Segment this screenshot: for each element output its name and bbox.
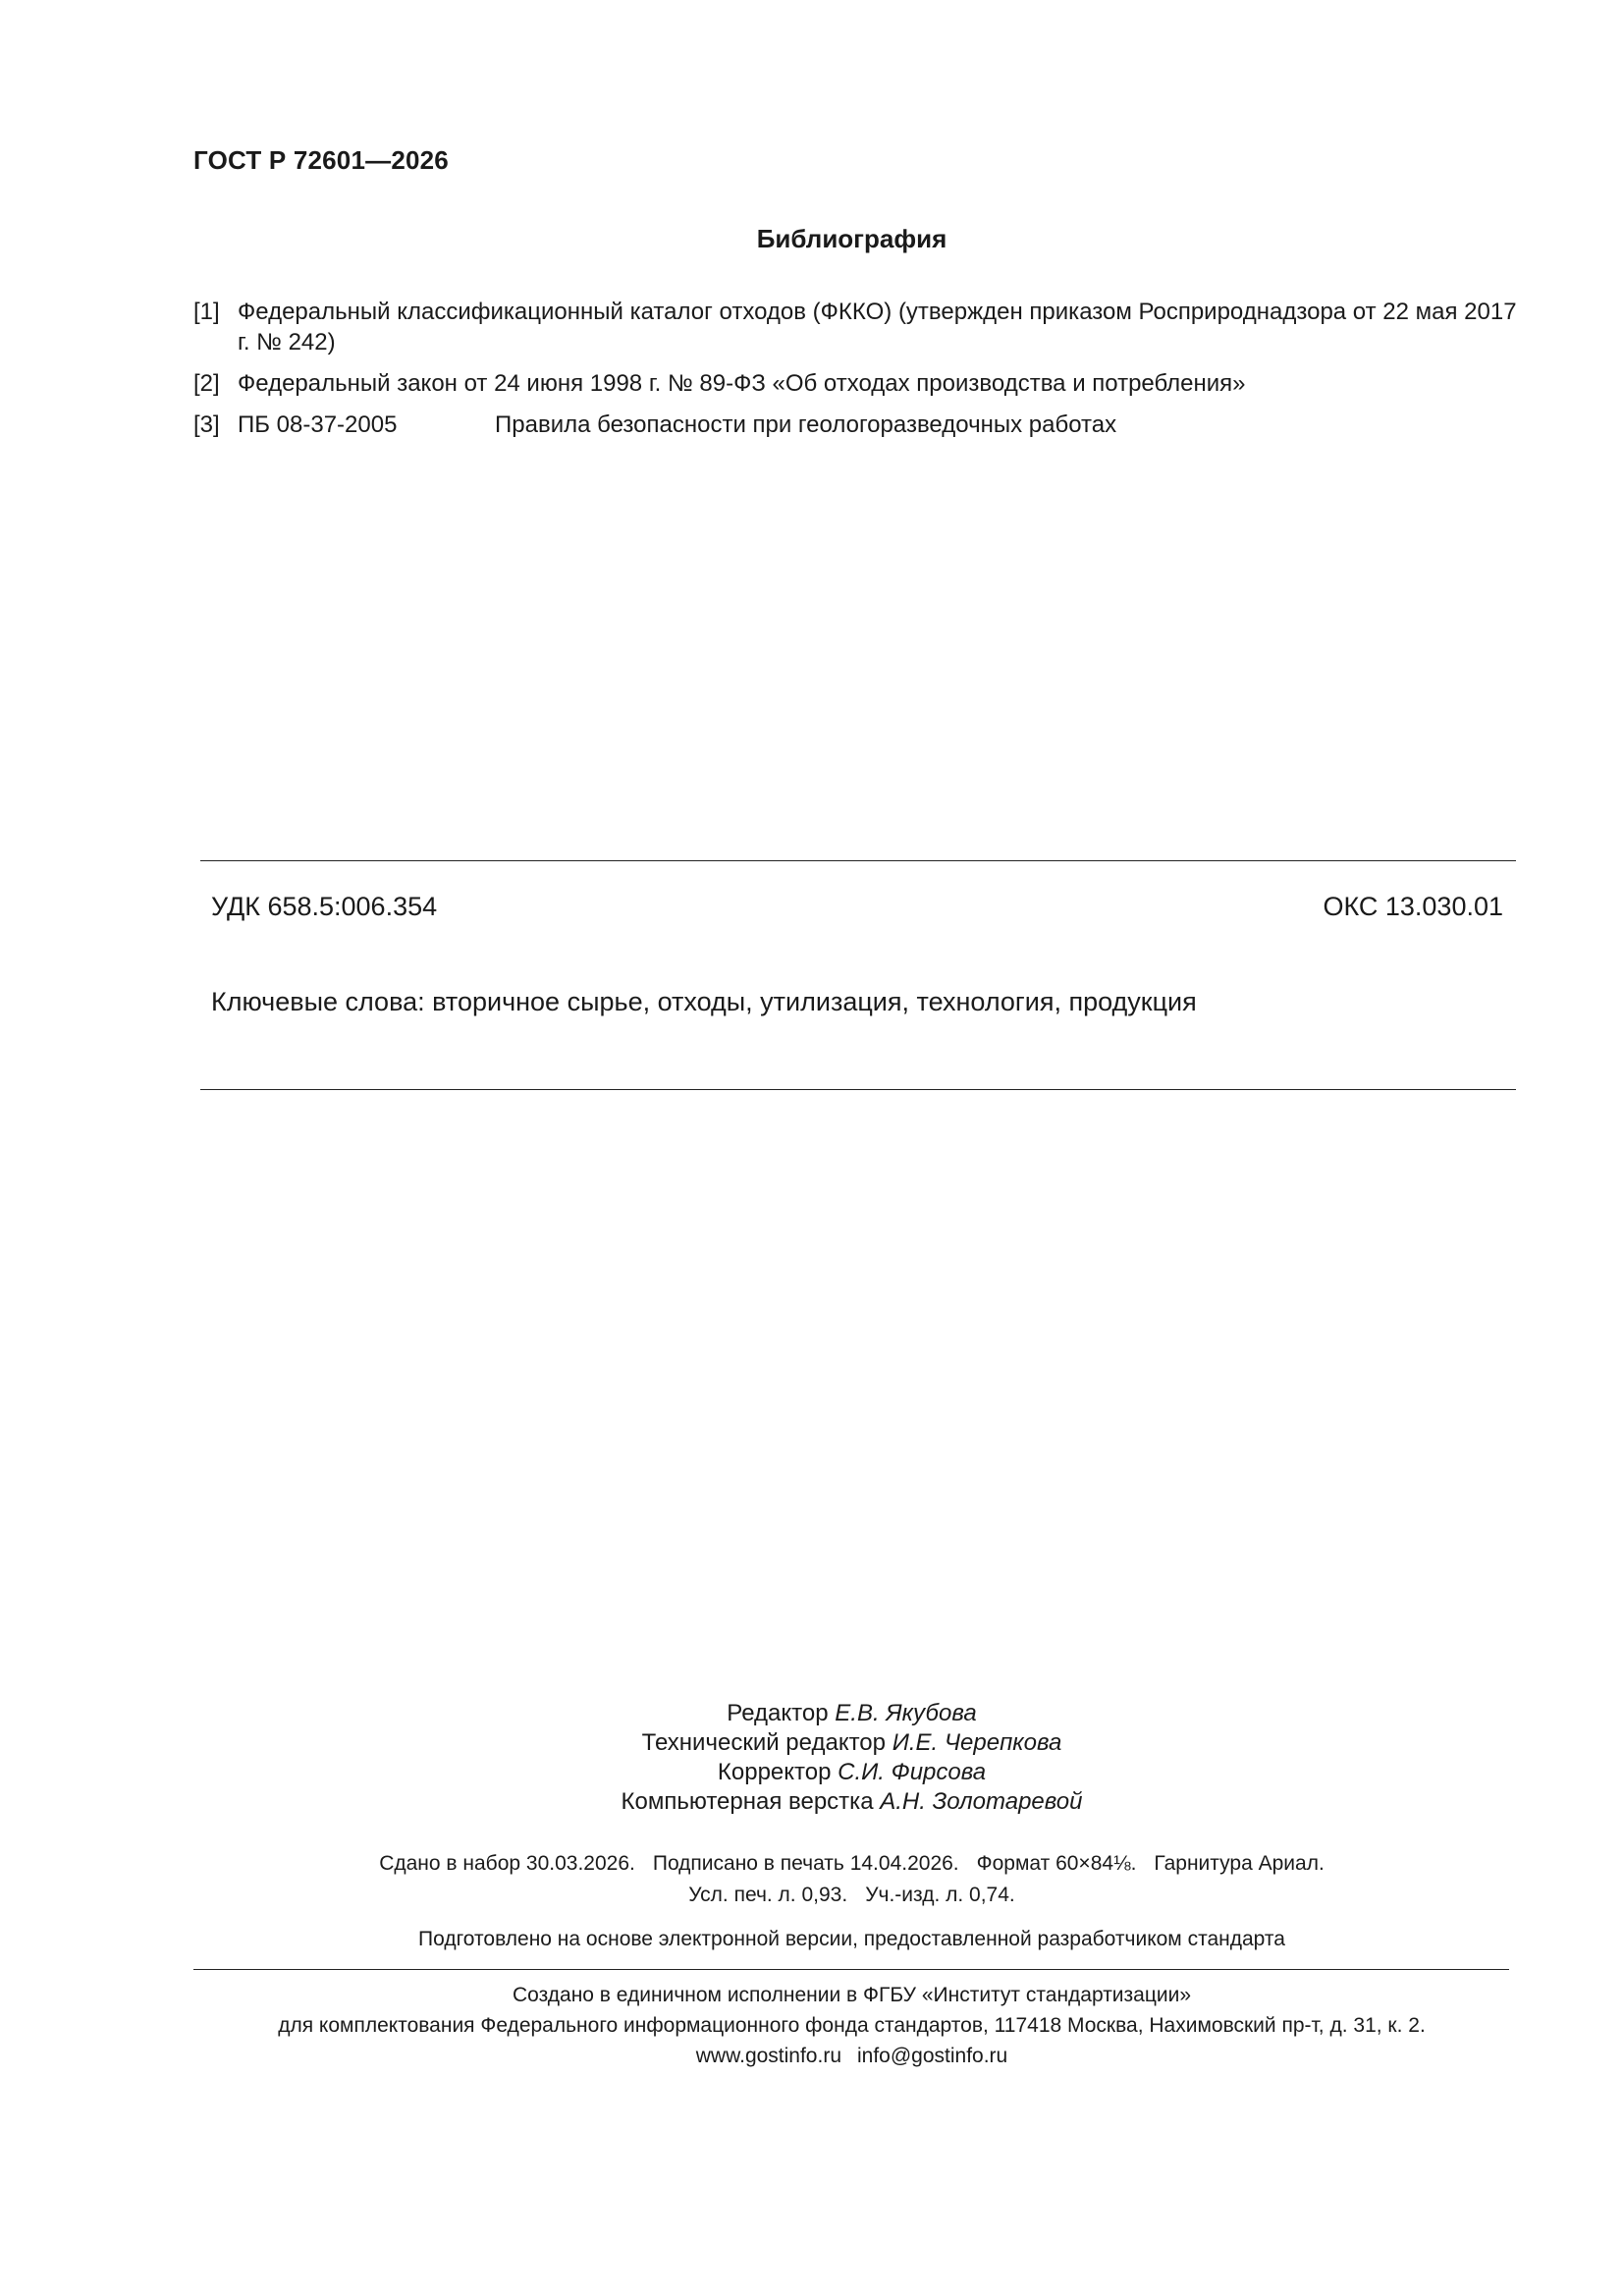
- bibliography-item-text: Правила безопасности при геологоразведочных работах: [495, 411, 1117, 438]
- editor-name: Е.В. Якубова: [835, 1700, 977, 1726]
- bibliography-item-text: Федеральный закон от 24 июня 1998 г. № 89-ФЗ «Об отходах производства и потребления»: [238, 370, 1246, 397]
- publisher-sheets: Уч.-изд. л. 0,74.: [865, 1884, 1015, 1906]
- bibliography-item: [193, 368, 1529, 399]
- tech-editor-line: [0, 1728, 1623, 1758]
- bibliography-item-code: ПБ 08-37-2005: [238, 411, 398, 438]
- layout-name: А.Н. Золотаревой: [880, 1788, 1083, 1815]
- typeface: Гарнитура Ариал.: [1154, 1852, 1325, 1875]
- print-sheets: Усл. печ. л. 0,93.: [688, 1884, 848, 1906]
- editorial-credits: [0, 1699, 1623, 1817]
- bibliography-item-number: [2]: [193, 370, 220, 397]
- corrector-line: [0, 1758, 1623, 1787]
- bibliography-title: Библиография: [756, 224, 947, 253]
- keywords-label: Ключевые слова:: [211, 987, 425, 1016]
- classification-top-rule: [200, 860, 1516, 861]
- keywords-line: [211, 987, 1197, 1017]
- editor-role: Редактор: [727, 1700, 829, 1726]
- bibliography-item-number: [1]: [193, 299, 220, 325]
- layout-line: [0, 1787, 1623, 1817]
- footer-rule: [193, 1969, 1509, 1970]
- udk-code: УДК 658.5:006.354: [211, 892, 438, 921]
- keywords-list: вторичное сырье, отходы, утилизация, технология, продукция: [432, 987, 1197, 1016]
- signed-date: Подписано в печать 14.04.2026.: [652, 1852, 959, 1875]
- print-info: [0, 1848, 1623, 1911]
- corrector-role: Корректор: [717, 1759, 832, 1785]
- print-info-line-1: [0, 1848, 1623, 1880]
- bibliography-item-number: [3]: [193, 411, 220, 438]
- corrector-name: С.И. Фирсова: [838, 1759, 987, 1785]
- editor-line: [0, 1699, 1623, 1728]
- tech-editor-role: Технический редактор: [641, 1729, 887, 1756]
- website-link[interactable]: www.gostinfo.ru: [695, 2045, 841, 2067]
- bibliography-item: [193, 410, 1529, 440]
- contacts-line: [0, 2041, 1623, 2071]
- classification-bottom-rule: [200, 1089, 1516, 1090]
- tech-editor-name: И.Е. Черепкова: [892, 1729, 1062, 1756]
- print-info-line-2: [0, 1880, 1623, 1911]
- bibliography-list: [193, 297, 1529, 451]
- prepared-note: Подготовлено на основе электронной версии, предоставленной разработчиком стандарта: [418, 1928, 1285, 1950]
- bibliography-item-text: Федеральный классификационный каталог отходов (ФККО) (утвержден приказом Росприроднадзора от 22 мая 2017 г. № 242): [238, 299, 1517, 355]
- layout-role: Компьютерная верстка: [621, 1788, 874, 1815]
- bibliography-item: [193, 297, 1529, 357]
- email-link[interactable]: info@gostinfo.ru: [857, 2045, 1008, 2067]
- publisher-info: [0, 1980, 1623, 2071]
- created-line-1: Создано в единичном исполнении в ФГБУ «Институт стандартизации»: [512, 1984, 1192, 2006]
- oks-code: ОКС 13.030.01: [1323, 892, 1503, 921]
- created-line-2: для комплектования Федерального информационного фонда стандартов, 117418 Москва, Нахимовский пр-т, д. 31, к. 2.: [278, 2014, 1426, 2037]
- standard-number: ГОСТ Р 72601—2026: [193, 145, 449, 175]
- submitted-date: Сдано в набор 30.03.2026.: [379, 1852, 635, 1875]
- paper-format: Формат 60×84⅛.: [976, 1852, 1137, 1875]
